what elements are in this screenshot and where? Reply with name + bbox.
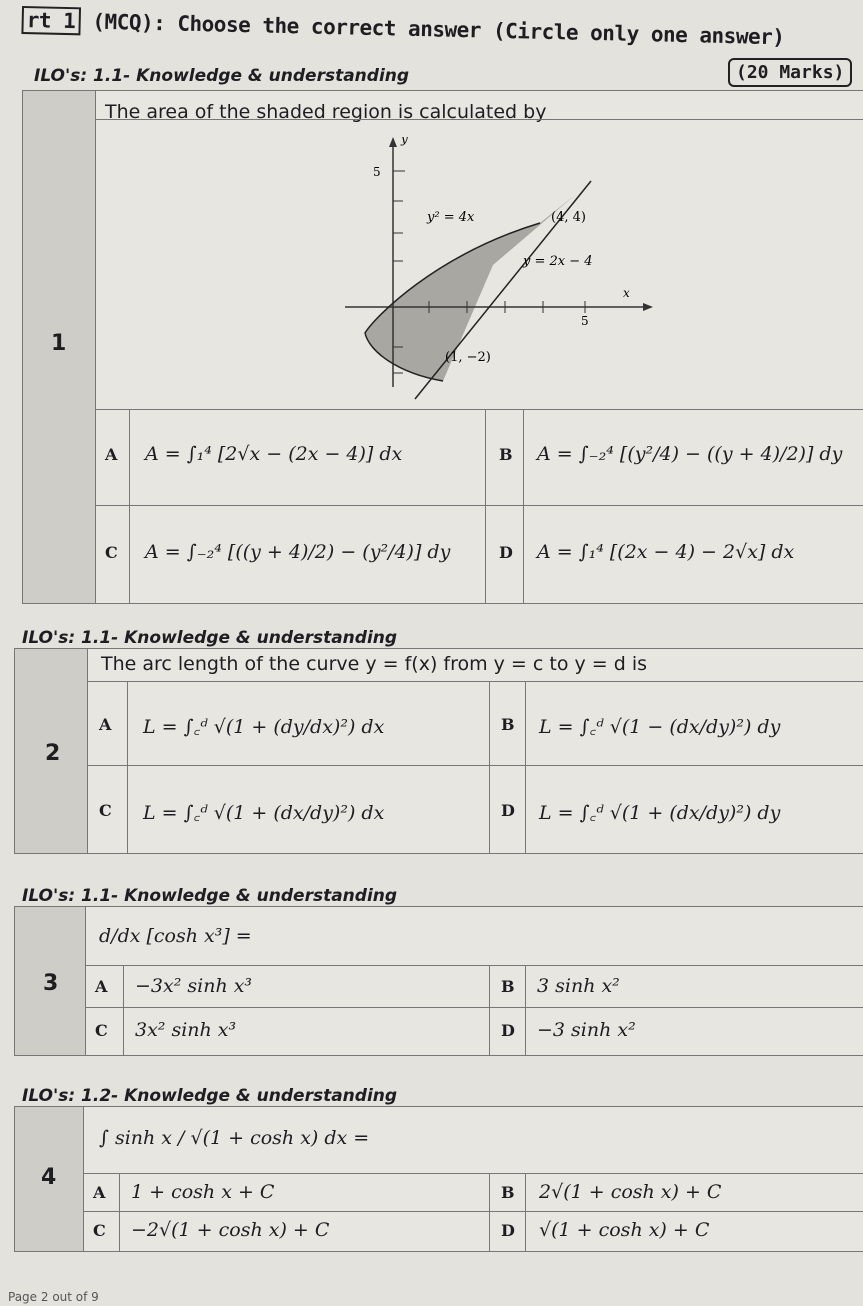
page-footer: Page 2 out of 9	[8, 1290, 99, 1304]
point-label-upper: (4, 4)	[551, 210, 586, 225]
divider	[489, 1173, 490, 1251]
option-c[interactable]: A = ∫₋₂⁴ [((y + 4)/2) − (y²/4)] dy	[145, 541, 451, 563]
section-title	[21, 8, 784, 49]
divider	[119, 1173, 120, 1251]
x-axis-label: x	[623, 286, 630, 300]
divider	[95, 409, 863, 410]
option-b[interactable]: A = ∫₋₂⁴ [(y²/4) − ((y + 4)/2)] dy	[537, 443, 843, 465]
divider	[87, 765, 863, 766]
divider	[525, 1173, 526, 1251]
question-stem: The arc length of the curve y = f(x) from y = c to y = d is	[101, 653, 648, 675]
option-a[interactable]: 1 + cosh x + C	[131, 1181, 275, 1203]
divider	[485, 409, 486, 603]
option-letter: B	[501, 715, 515, 734]
option-d[interactable]: A = ∫₁⁴ [(2x − 4) − 2√x] dx	[537, 541, 795, 563]
ilo-label-q1: ILO's: 1.1- Knowledge & understanding	[34, 66, 410, 86]
question-2	[14, 648, 863, 854]
option-letter: A	[93, 1183, 106, 1202]
option-a[interactable]: L = ∫꜀ᵈ √(1 + (dy/dx)²) dx	[143, 716, 385, 738]
line-label: y = 2x − 4	[523, 254, 593, 269]
divider	[87, 681, 863, 682]
option-d[interactable]: √(1 + cosh x) + C	[539, 1219, 710, 1241]
option-d[interactable]: L = ∫꜀ᵈ √(1 + (dx/dy)²) dy	[539, 802, 781, 824]
marks-badge: (20 Marks)	[728, 58, 852, 87]
option-letter: D	[501, 801, 515, 820]
question-stem: d/dx [cosh x³] =	[99, 925, 252, 947]
question-stem: The area of the shaded region is calculated by	[105, 101, 547, 123]
option-letter: C	[93, 1221, 106, 1240]
option-letter: C	[105, 543, 118, 562]
option-letter: D	[501, 1021, 515, 1040]
option-b[interactable]: 2√(1 + cosh x) + C	[539, 1181, 722, 1203]
option-c[interactable]: 3x² sinh x³	[135, 1019, 237, 1041]
divider	[83, 1173, 863, 1174]
option-a[interactable]: A = ∫₁⁴ [2√x − (2x − 4)] dx	[145, 443, 403, 465]
option-b[interactable]: L = ∫꜀ᵈ √(1 − (dx/dy)²) dy	[539, 716, 781, 738]
y-axis-label: y	[401, 137, 408, 146]
option-c[interactable]: −2√(1 + cosh x) + C	[131, 1219, 330, 1241]
question-1	[22, 90, 863, 604]
question-number: 1	[51, 331, 67, 356]
question-number: 4	[41, 1165, 57, 1190]
question-3	[14, 906, 863, 1056]
option-a[interactable]: −3x² sinh x³	[135, 975, 253, 997]
option-letter: D	[501, 1221, 515, 1240]
option-letter: A	[99, 715, 112, 734]
option-letter: A	[95, 977, 108, 996]
option-d[interactable]: −3 sinh x²	[537, 1019, 636, 1041]
option-letter: B	[499, 445, 513, 464]
divider	[83, 1211, 863, 1212]
question-4	[14, 1106, 863, 1252]
option-letter: B	[501, 1183, 515, 1202]
option-c[interactable]: L = ∫꜀ᵈ √(1 + (dx/dy)²) dx	[143, 802, 385, 824]
point-label-lower: (1, −2)	[445, 350, 491, 365]
option-letter: C	[95, 1021, 108, 1040]
divider	[127, 681, 128, 853]
divider	[523, 409, 524, 603]
divider	[129, 409, 130, 603]
divider	[85, 965, 863, 966]
instructions: (MCQ): Choose the correct answer (Circle only one answer)	[92, 9, 785, 50]
divider	[489, 965, 490, 1055]
question-number: 2	[45, 741, 61, 766]
y-tick-label: 5	[373, 165, 381, 179]
divider	[525, 965, 526, 1055]
x-axis-arrow	[643, 303, 653, 311]
ilo-label-q3: ILO's: 1.1- Knowledge & understanding	[22, 886, 398, 906]
ilo-label-q4: ILO's: 1.2- Knowledge & understanding	[22, 1086, 398, 1106]
option-b[interactable]: 3 sinh x²	[537, 975, 620, 997]
parabola-label: y² = 4x	[427, 210, 475, 225]
divider	[489, 681, 490, 853]
part-label: rt 1	[21, 6, 80, 35]
x-tick-label: 5	[581, 314, 589, 328]
divider	[95, 119, 863, 120]
option-letter: A	[105, 445, 118, 464]
ilo-label-q2: ILO's: 1.1- Knowledge & understanding	[22, 628, 398, 648]
option-letter: D	[499, 543, 513, 562]
question-stem: ∫ sinh x / √(1 + cosh x) dx =	[99, 1127, 370, 1149]
divider	[95, 505, 863, 506]
region-graph	[345, 137, 655, 401]
question-number: 3	[43, 971, 59, 996]
option-letter: B	[501, 977, 515, 996]
divider	[85, 1007, 863, 1008]
divider	[123, 965, 124, 1055]
divider	[525, 681, 526, 853]
y-axis-arrow	[389, 137, 397, 147]
option-letter: C	[99, 801, 112, 820]
